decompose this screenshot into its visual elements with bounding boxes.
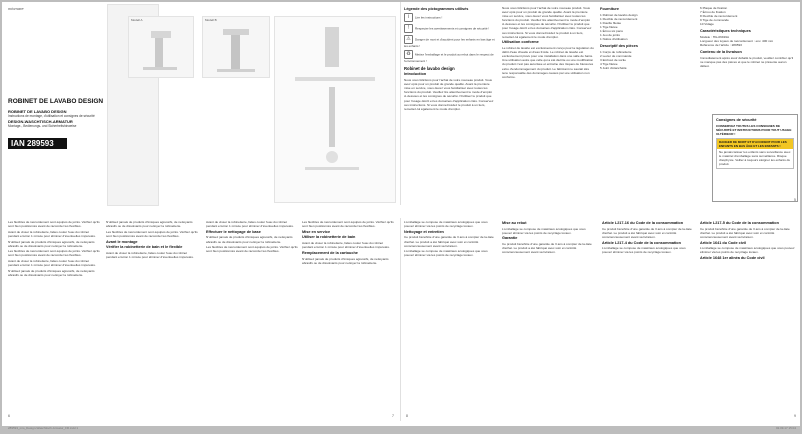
tech-length-row: Longueur des tuyaux de raccordement : env. 400 mm (700, 39, 774, 44)
part-item: 1 Corps de robinetterie (600, 50, 632, 55)
child-warning-icon: ⚠ (404, 35, 413, 44)
legend-item: i Lire les instructions ! (404, 13, 496, 22)
page-number-left: 6 (8, 414, 10, 418)
text: Avant de visser la robinetterie, faites couler l'eau du robinet pendant environ 1 minute pour éliminer d'éventuelles impuretés. (302, 241, 390, 250)
legend-item: ! Respecter les avertissements et consignes de sécurité ! (404, 24, 496, 33)
tech-ref-row: Référence de l'article : 289593 (700, 43, 742, 48)
heading: Nettoyage et entretien (404, 229, 444, 234)
fold-line (400, 218, 401, 421)
heading: Vérifier la robinetterie de bain et le flexible (106, 245, 183, 250)
document-sheet (2, 2, 800, 430)
danger-text: Ne jamais laisser les enfants sans surveillance avec le matériel d'emballage sans surveillance. Risque d'asphyxie. Veiller à toujours éloigner les enfants du produit. (719, 150, 791, 167)
intro-heading: Introduction (404, 72, 427, 77)
heading: Article L217-5 du Code de la consommation (700, 221, 779, 225)
legend-item: ♻ Mettez l'emballage et le produit au rebut dans le respect de l'environnement ! (404, 50, 494, 63)
delivery-item: 1 Flexible de raccordement (600, 16, 638, 21)
bottom-spread (2, 218, 800, 430)
heading: Avant le montage (106, 239, 138, 244)
intro-text: Nous vous félicitons pour l'achat de votre nouveau produit. Vous avez opté pour un produit de grande qualité. Avant la première mise en service, vous devez vous familiariser avec toutes les fonctions du produit. Veuillez lire attentivement le mode d'emploi ci-dessous et les consignes de sécurité. N'utilisez le produit que pour l'usage décrit et les domaines d'application cités. Conservez ces instructions. Si vous donnez/cédez le produit à un tiers, remettez-lui également le mode d'emploi. (404, 78, 494, 111)
top-spread (2, 2, 800, 205)
print-date: 02.09.17 15:04 (775, 426, 796, 430)
part-item: 9 Tige de commande (700, 18, 729, 23)
parts-heading: Descriptif des pièces (600, 44, 638, 49)
safety-text: CONSERVEZ TOUTES LES CONSIGNES DE SÉCURITÉ ET INSTRUCTIONS POUR TOUT USAGE ULTÉRIEUR ! (716, 123, 792, 136)
faucet-image-a (128, 16, 194, 78)
subtitle-de-desc: Montage-, Bedienungs- und Sicherheitshinweise (8, 124, 77, 128)
faucet-icon (203, 17, 269, 77)
part-item: 4 Tige filetée (600, 62, 618, 67)
product-title: Robinet de lavabo design (404, 65, 455, 71)
delivery-item: 1 Douille filetée (600, 20, 622, 25)
page-number-left: 8 (406, 414, 408, 418)
text: Ce produit bénéficie d'une garantie de 3 ans à compter de la date d'achat. Le produit a été fabriqué avec soin et contrôlé consciencieusement avant sa livraison. (404, 235, 494, 248)
usage-column (502, 6, 594, 80)
heading: Article L217-4 du Code de la consommation (602, 240, 681, 245)
heading: Mise au rebut (502, 221, 527, 225)
text: L'emballage se compose de matériaux écologiques que vous pouvez éliminer via les points de recyclage locaux. (602, 246, 686, 255)
page-number-right: 7 (392, 414, 394, 418)
text: L'emballage se compose de matériaux écologiques que vous pouvez éliminer via les points de recyclage locaux. (502, 226, 586, 235)
tech-heading: Caractéristiques techniques (700, 29, 751, 34)
delivery-heading: Fourniture (600, 7, 619, 11)
cover-page (2, 2, 400, 205)
instructions-page-8-9 (402, 218, 800, 430)
model-b-label: Modell B (205, 18, 217, 22)
subtitle-fr: ROBINET DE LAVABO DESIGN (8, 109, 67, 114)
delivery-item: 1 Tige filetée (600, 24, 618, 29)
text: Avant de visser la robinetterie, faites couler l'eau du robinet pendant environ 1 minute pour éliminer d'éventuelles impuretés. (8, 259, 96, 268)
content-text: Immédiatement après avoir déballé le produit, veuillez contrôler qu'il ne manque pas des pièces et que le robinet ne présente aucun défaut. (700, 56, 794, 69)
part-item: 6 Plaque de fixation (700, 6, 728, 10)
col-6a (8, 220, 100, 279)
content-heading: Contenu de la livraison (700, 50, 742, 55)
part-item: 5 Joint d'étanchéité (600, 66, 627, 71)
cover-title: ROBINET DE LAVABO DESIGN (8, 98, 104, 105)
cover-subtitles (8, 110, 103, 128)
heading: Article L217-16 du Code de la consommation (602, 221, 684, 225)
text: L'emballage se compose de matériaux écologiques que vous pouvez éliminer via les points de recyclage locaux. (404, 220, 488, 229)
book-icon: i (404, 13, 413, 22)
use-heading: Utilisation conforme (502, 40, 539, 45)
text: Ce produit bénéficie d'une garantie de 3 ans à compter de la date d'achat. Le produit a été fabriqué avec soin et contrôlé consciencieusement avant sa livraison. (502, 242, 592, 255)
warning-icon: ! (404, 24, 413, 33)
usage-intro: Nous vous félicitons pour l'achat de votre nouveau produit. Vous avez opté pour un produit de grande qualité. Avant la première mise en service, vous devez vous familiariser avec toutes les fonctions du produit. Veuillez lire attentivement le mode d'emploi ci-dessous et les consignes de sécurité. N'utilisez le produit que pour l'usage décrit et les domaines d'application cités. Conservez ces instructions. Si vous donnez/cédez le produit à un tiers, remettez-lui également le mode d'emploi. (502, 6, 592, 39)
text: Les flexibles de raccordement sont équipés de joints. Vérifiez qu'ils sont bien positionnés avant de raccorder les flexibles. (8, 220, 100, 229)
text: Les flexibles de raccordement sont équipés de joints. Vérifiez qu'ils sont bien positionnés avant de raccorder les flexibles. (8, 249, 100, 258)
danger-title: DANGER DE MORT ET D'ACCIDENT POUR LES ENFANTS EN BAS ÂGE ET LES ENFANTS ! (717, 139, 793, 149)
delivery-column (600, 6, 696, 71)
text: L'emballage se compose de matériaux écologiques que vous pouvez éliminer via les points de recyclage locaux. (404, 249, 488, 258)
part-item: 7 Écrou de fixation (700, 10, 726, 15)
specs-column (700, 6, 796, 70)
text: N'utilisez jamais de produits chimiques agressifs, de nettoyants abrasifs ou de dissolvants pour nettoyer la robinetterie. (206, 235, 293, 244)
heading: Utiliser la robinetterie de bain (302, 235, 356, 240)
text: Ce produit bénéficie d'une garantie de 3 ans à compter de la date d'achat. Le produit a été fabriqué avec soin et contrôlé consciencieusement avant sa livraison. (700, 226, 790, 239)
print-trim-info: 289593_mio_Design-Waschtisch-Armatur_FR.indd 1 (8, 426, 79, 430)
heading: Remplacement de la cartouche (302, 250, 358, 255)
col-8a (404, 220, 496, 259)
model-a-label: Modell A (131, 18, 143, 22)
col-9a (602, 220, 694, 256)
legend-item: ⚠ Danger de mort et d'accident pour les enfants en bas âge et les enfants ! (404, 35, 495, 48)
heading: Garantie (502, 236, 518, 241)
recycle-icon: ♻ (404, 50, 413, 59)
heading: Article 1641 du Code civil (700, 240, 747, 245)
part-item: 3 Embout de sortie (600, 58, 626, 63)
safety-content (716, 117, 794, 169)
delivery-item: 1 Notice d'utilisation (600, 37, 628, 42)
instructions-page-6-7 (2, 218, 400, 430)
parts-diagram-icon (275, 17, 395, 202)
heading: Article 1648 1er alinéa du Code civil (700, 256, 765, 261)
use-text: Le robinet de lavabo est exclusivement conçu pour la régulation du débit d'eau chaude et d'eau froide. Le robinet de lavabo est exclusivement prévu pour une installation dans une salle de bains. Une utilisation autre que celle qui a été décrite ou une modification du produit n'est pas autorisée et entraîne des risques de blessures et/ou d'endommagement du produit. Le fabricant ne saurait être tenu responsable des dommages causés par une utilisation non conforme. (502, 46, 594, 79)
col-9b (700, 220, 796, 262)
faucet-image-b (202, 16, 270, 78)
text: N'utilisez jamais de produits chimiques agressifs, de nettoyants abrasifs ou de dissolvants pour nettoyer la robinetterie. (106, 220, 193, 229)
safety-box (712, 114, 798, 202)
faucet-icon (129, 17, 193, 77)
text: Les flexibles de raccordement sont équipés de joints. Vérifiez qu'ils sont bien positionnés avant de raccorder les flexibles. (302, 220, 394, 229)
tech-model-row: Modèle : HG-06919A (700, 35, 730, 40)
part-item: 10 Vidage (700, 22, 714, 27)
heading: Mise en service (302, 229, 331, 234)
text: Les flexibles de raccordement sont équipés de joints. Vérifiez qu'ils sont bien positionnés avant de raccorder les flexibles. (206, 245, 298, 254)
page-number-right: 9 (794, 414, 796, 418)
fold-line (400, 2, 401, 205)
exploded-parts-figure (274, 16, 396, 203)
text: Avant de visser la robinetterie, faites couler l'eau du robinet pendant environ 1 minute pour éliminer d'éventuelles impuretés. (106, 250, 194, 260)
part-item: 2 Levier de commande (600, 54, 632, 59)
legend-title: Légende des pictogrammes utilisés (404, 7, 469, 11)
text: N'utilisez jamais de produits chimiques agressifs, de nettoyants abrasifs ou de dissolvants pour nettoyer la robinetterie. (302, 256, 389, 265)
text: N'utilisez jamais de produits chimiques agressifs, de nettoyants abrasifs ou de dissolvants pour nettoyer la robinetterie. (8, 268, 95, 277)
text: Avant de visser la robinetterie, faites couler l'eau du robinet pendant environ 1 minute pour éliminer d'éventuelles impuretés. (206, 220, 294, 229)
delivery-item: 1 Robinet de lavabo design (600, 12, 638, 17)
instructions-page-5 (402, 2, 800, 205)
legend-column (404, 6, 496, 112)
delivery-item: 1 Écrou six pans (600, 29, 623, 34)
delivery-item: 1 Jeu de joints (600, 33, 620, 38)
subtitle-fr-desc: Instructions de montage, d'utilisation et consignes de sécurité (8, 114, 95, 118)
col-8b (502, 220, 594, 256)
subtitle-de: DESIGN-WASCHTISCH-ARMATUR (8, 119, 73, 124)
brand-logo: miomare (8, 6, 24, 11)
col-6b (106, 220, 198, 261)
part-item: 8 Flexible de raccordement (700, 14, 738, 19)
danger-warning (716, 138, 794, 169)
page-number: 5 (794, 198, 796, 202)
heading: Effectuer le nettoyage de base (206, 229, 261, 234)
col-7a (206, 220, 298, 255)
ian-number: IAN 289593 (8, 138, 67, 149)
text: Avant de visser la robinetterie, faites couler l'eau du robinet pendant environ 1 minute pour éliminer d'éventuelles impuretés. (8, 229, 96, 238)
safety-heading: Consignes de sécurité (716, 118, 757, 122)
col-7b (302, 220, 394, 266)
text: Ce produit bénéficie d'une garantie de 3 ans à compter de la date d'achat. Le produit a été fabriqué avec soin et contrôlé consciencieusement avant sa livraison. (602, 226, 692, 239)
text: L'emballage se compose de matériaux écologiques que vous pouvez éliminer via les points de recyclage locaux. (700, 246, 795, 255)
text: Les flexibles de raccordement sont équipés de joints. Vérifiez qu'ils sont bien positionnés avant de raccorder les flexibles. (106, 229, 198, 238)
text: N'utilisez jamais de produits chimiques agressifs, de nettoyants abrasifs ou de dissolvants pour nettoyer la robinetterie. (8, 239, 95, 248)
